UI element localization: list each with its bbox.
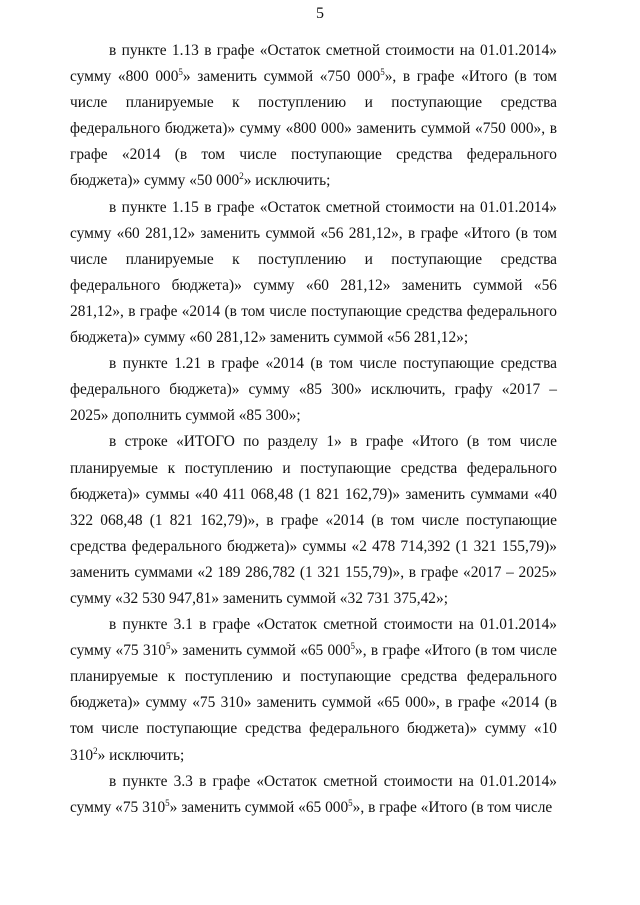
paragraph (70, 351, 557, 429)
footnote-marker: 5 (165, 797, 170, 808)
paragraph-text: », в графе «Итого (в том числе (352, 798, 553, 816)
paragraph-text: » исключить; (243, 172, 331, 190)
paragraph-text: », в графе «Итого (в том числе планируемые к поступлению и поступающие средства федерального бюджета)» сумму «800 000» заменить суммой «750 000», в графе «2014 (в том числе поступающие средства федерального бюджета)» сумму «50 000 (70, 68, 558, 190)
paragraph-text: в пункте 1.13 в графе «Остаток сметной стоимости на 01.01.2014» сумму «800 000 (70, 42, 557, 86)
paragraph-text: в пункте 3.3 в графе «Остаток сметной стоимости на 01.01.2014» сумму «75 310 (70, 772, 557, 816)
footnote-marker: 5 (380, 67, 385, 78)
paragraph-text: в пункте 1.21 в графе «2014 (в том числе поступающие средства федерального бюджета)» сумму «85 300» исключить, графу «2017 – 2025» дополнить суммой «85 300»; (70, 355, 557, 425)
paragraph (70, 195, 557, 352)
page-number: 5 (316, 5, 324, 22)
paragraph-text: » заменить суммой «65 000 (169, 798, 349, 816)
footnote-marker: 5 (348, 797, 353, 808)
paragraph-text: в строке «ИТОГО по разделу 1» в графе «Итого (в том числе планируемые к поступлению и поступающие средства федерального бюджета)» суммы «40 411 068,48 (1 821 162,79)» заменить суммами «40 322 068,48 (1 821 162,79)», в графе «2014 (в том числе поступающие средства федерального бюджета)» суммы «2 478 714,392 (1 321 155,79)» заменить суммами «2 189 286,782 (1 321 155,79)», в графе «2017 – 2025» сумму «32 530 947,81» заменить суммой «32 731 375,42»; (70, 433, 557, 607)
footnote-marker: 2 (239, 171, 244, 182)
paragraph (70, 38, 557, 195)
paragraph-text: », в графе «Итого (в том числе планируемые к поступлению и поступающие средства федерального бюджета)» сумму «75 310» заменить суммой «65 000», в графе «2014 (в том числе поступающие средства федерального бюджета)» сумму «10 310 (70, 642, 557, 764)
paragraph-text: » заменить суммой «750 000 (182, 68, 381, 86)
footnote-marker: 5 (165, 641, 171, 652)
paragraph-text: » заменить суммой «65 000 (170, 642, 351, 660)
paragraph (70, 769, 557, 821)
paragraph-text: в пункте 3.1 в графе «Остаток сметной стоимости на 01.01.2014» сумму «75 310 (70, 616, 557, 660)
document-body (70, 38, 557, 821)
paragraph-text: в пункте 1.15 в графе «Остаток сметной стоимости на 01.01.2014» сумму «60 281,12» заменить суммой «56 281,12», в графе «Итого (в том числе планируемые к поступлению и поступающие средства федерального бюджета)» сумму «60 281,12» заменить суммой «56 281,12», в графе «2014 (в том числе поступающие средства федерального бюджета)» сумму «60 281,12» заменить суммой «56 281,12»; (70, 198, 557, 347)
footnote-marker: 2 (93, 745, 98, 756)
paragraph (70, 612, 557, 769)
paragraph (70, 429, 557, 612)
footnote-marker: 5 (350, 641, 356, 652)
footnote-marker: 5 (178, 67, 183, 78)
paragraph-text: » исключить; (97, 746, 185, 764)
